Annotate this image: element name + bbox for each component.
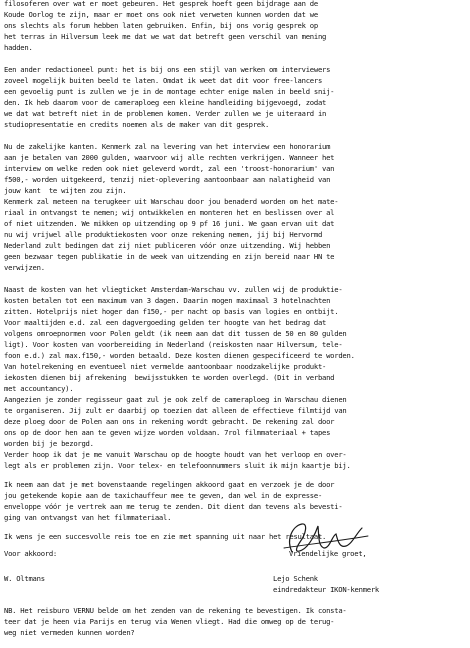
text-line: f500,- worden uitgekeerd, tenzij niet-oplevering aantoonbaar aan nalatigheid van <box>4 175 331 184</box>
text-line: deze ploeg door de Polen aan ons in rekening wordt gebracht. De rekening zal door <box>4 417 335 426</box>
voor-akkoord-label: Voor akkoord: <box>4 549 58 558</box>
text-line: legt als er problemen zijn. Voor telex- en telefoonnummers sluit ik mijn kaartje bij. <box>4 461 351 470</box>
text-line: jouw kant te wijten zou zijn. <box>4 186 127 195</box>
text-line: Koude Oorlog te zijn, maar er moet ons ook niet verweten kunnen worden dat we <box>4 10 318 19</box>
text-line: het terras in Hilversum leek me dat we wat dat betreft geen verschil van mening <box>4 32 327 41</box>
text-line: Nu de zakelijke kanten. Kenmerk zal na levering van het interview een honorarium <box>4 142 331 151</box>
text-line: zoveel mogelijk buiten beeld te laten. Omdat ik weet dat dit voor free-lancers <box>4 76 323 85</box>
text-line: volgens omroepnormen voor Polen geldt (ik neem aan dat dit tussen de 50 en 80 gulden <box>4 329 347 338</box>
text-line: filosoferen over wat er moet gebeuren. Het gesprek hoeft geen bijdrage aan de <box>4 0 318 8</box>
nb-line: NB. Het reisburo VERNU belde om het zenden van de rekening te bevestigen. Ik consta- <box>4 606 347 615</box>
recipient-name: W. Oltmans <box>4 574 45 583</box>
text-line: nu wij vrijwel alle produktiekosten voor onze rekening nemen, jij bij Hervormd <box>4 230 323 239</box>
text-line: enveloppe vóór je vertrek aan me terug te zenden. Dit dient dan tevens als bevesti- <box>4 502 343 511</box>
handwritten-signature <box>272 518 372 558</box>
text-line: ging van ontvangst van het filmmateriaal. <box>4 513 172 522</box>
text-line: Voor maaltijden e.d. zal een dagvergoeding gelden ter hoogte van het bedrag dat <box>4 318 327 327</box>
text-line: foon e.d.) zal max.f150,- worden betaald. Deze kosten dienen gespecificeerd te worden. <box>4 351 355 360</box>
text-line: Een ander redactioneel punt: het is bij ons een stijl van werken om interviewers <box>4 65 331 74</box>
text-line: kosten betalen tot een maximum van 3 dagen. Daarin mogen maximaal 3 hotelnachten <box>4 296 331 305</box>
text-line: verwijzen. <box>4 263 45 272</box>
text-line: hadden. <box>4 43 33 52</box>
text-line: riaal in ontvangst te nemen; wij ontwikkelen en monteren het en beslissen over al <box>4 208 335 217</box>
nb-line: weg niet vermeden kunnen worden? <box>4 628 135 637</box>
text-line: te organiseren. Jij zult er daarbij op toezien dat alleen de effectieve filmtijd van <box>4 406 347 415</box>
text-line: zitten. Hotelprijs niet hoger dan f150,- per nacht op basis van logies en ontbijt. <box>4 307 339 316</box>
text-line: jou getekende kopie aan de taxichauffeur mee te geven, dan wel in de expresse- <box>4 491 323 500</box>
text-line: interview om welke reden ook niet geleverd wordt, zal een 'troost-honorarium' van <box>4 164 335 173</box>
text-line: een gevoelig punt is zullen we je in de montage echter enige malen in beeld snij- <box>4 87 335 96</box>
text-line: studiopresentatie en credits noemen als de maker van dit gesprek. <box>4 120 270 129</box>
text-line: of niet uitzenden. We mikken op uitzending op 9 pf 16 juni. We gaan ervan uit dat <box>4 219 335 228</box>
text-line: Van hotelrekening en eventueel niet vermelde aantoonbaar noodzakelijke produkt- <box>4 362 327 371</box>
text-line: Aangezien je zonder regisseur gaat zul je ook zelf de cameraploeg in Warschau dienen <box>4 395 347 404</box>
nb-line: teer dat je heen via Parijs en terug via Wenen vliegt. Had die omweg op de terug- <box>4 617 335 626</box>
text-line: ons op de door hen aan te geven wijze worden voldaan. 7rol filmmateriaal + tapes <box>4 428 331 437</box>
greeting: Vriendelijke groet, <box>289 549 367 558</box>
text-line: Ik wens je een succesvolle reis toe en zie met spanning uit naar het resultaat. <box>4 532 327 541</box>
text-line: Kenmerk zal meteen na terugkeer uit Warschau door jou benaderd worden om het mate- <box>4 197 339 206</box>
signer-title: eindredakteur IKON-kenmerk <box>273 585 380 594</box>
text-line: den. Ik heb daarom voor de cameraploeg een kleine handleiding bijgevoegd, zodat <box>4 98 327 107</box>
text-line: Verder hoop ik dat je me vanuit Warschau op de hoogte houdt van het verloop en over- <box>4 450 347 459</box>
text-line: worden bij je bezorgd. <box>4 439 94 448</box>
signer-name: Lejo Schenk <box>273 574 318 583</box>
text-line: we dat wat betreft niet in de problemen komen. Verder zullen we je uiteraard in <box>4 109 327 118</box>
text-line: aan je betalen van 2000 gulden, waarvoor wij alle rechten verkrijgen. Wanneer het <box>4 153 335 162</box>
text-line: Naast de kosten van het vliegticket Amsterdam-Warschau vv. zullen wij de produktie- <box>4 285 343 294</box>
text-line: Ik neem aan dat je met bovenstaande regelingen akkoord gaat en verzoek je de door <box>4 480 335 489</box>
text-line: ligt). Voor kosten van voorbereiding in Nederland (reiskosten naar Hilversum, tele- <box>4 340 343 349</box>
text-line: ons slechts als forum hebben laten gebruiken. Enfin, bij ons vorig gesprek op <box>4 21 318 30</box>
text-line: met accountancy). <box>4 384 74 393</box>
text-line: Nederland zult bedingen dat zij niet publiceren vóór onze uitzending. Wij hebben <box>4 241 331 250</box>
text-line: geen bezwaar tegen publikatie in de week van uitzending en zijn bereid naar HN te <box>4 252 335 261</box>
text-line: iekosten dienen bij afrekening bewijsstukken te worden overlegd. (Dit in verband <box>4 373 335 382</box>
